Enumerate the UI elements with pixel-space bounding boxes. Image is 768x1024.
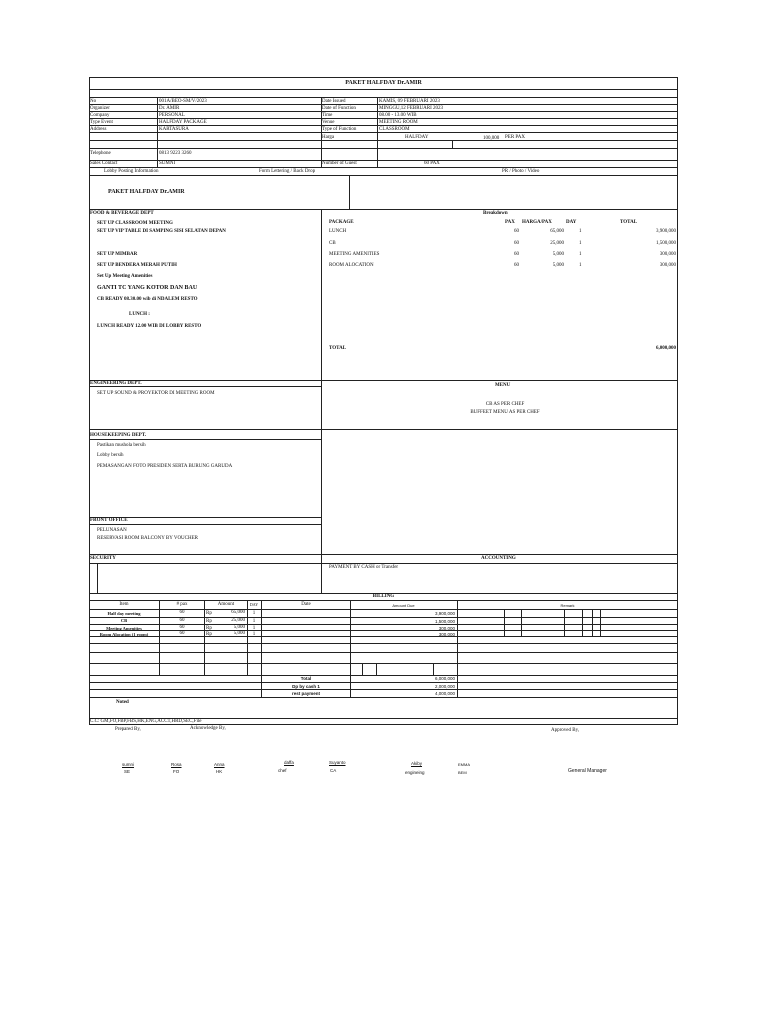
value-type-event: HALFDAY PACKAGE <box>159 120 207 125</box>
billing-day: 1 <box>252 626 256 631</box>
form-lettering-label: Form Lettering / Back Drop <box>259 169 316 174</box>
housekeeping-line: Lobby bersih <box>97 453 124 458</box>
engineering-line: SET UP SOUND & PROYEKTOR DI MEETING ROOM <box>97 391 215 396</box>
billing-rp: Rp <box>206 626 212 631</box>
billing-total-value: 6,000,000 <box>434 676 455 681</box>
breakdown-harga: 5,000 <box>552 263 564 268</box>
label-harga: Harga <box>322 135 335 140</box>
breakdown-pax: 60 <box>514 229 519 234</box>
value-time: 08.00 - 13.00 WIB <box>379 113 417 118</box>
page-title: PAKET HALFDAY Dr.AMIR <box>345 80 422 86</box>
value-harga: HALFDAY <box>405 135 429 140</box>
breakdown-header: Breakdown <box>483 211 508 216</box>
fnb-line: GANTI TC YANG KOTOR DAN BAU <box>97 285 198 291</box>
value-date-function: MINGGU,12 FEBRUARI 2023 <box>379 106 444 111</box>
divider <box>89 439 321 440</box>
signature-name: Anna <box>214 762 225 767</box>
label-type-event: Type Event <box>90 120 113 125</box>
menu-header: MENU <box>495 383 511 388</box>
billing-due: 3,900,000 <box>434 611 455 616</box>
divider <box>89 675 678 676</box>
fnb-line: SET UP VIP TABLE DI SAMPING SISI SELATAN DEPAN <box>97 229 226 234</box>
divider <box>89 554 678 555</box>
breakdown-total: 300,000 <box>659 263 676 268</box>
fnb-line: CB READY 08.30.00 wib di NDALEM RESTO <box>97 297 198 302</box>
divider <box>89 600 678 601</box>
label-telephone: Telephone <box>90 151 111 156</box>
prepared-by: Prepared By, <box>115 727 141 732</box>
breakdown-col-day: DAY <box>566 220 577 225</box>
acknowledge-by: Acknowledge By, <box>190 726 226 731</box>
signature-role: SE <box>124 769 131 774</box>
breakdown-harga: 25,000 <box>550 241 564 246</box>
label-company: Company <box>90 113 110 118</box>
label-address: Address <box>90 127 107 132</box>
divider <box>321 429 322 554</box>
billing-rest-value: 4,000,000 <box>434 691 455 696</box>
divider <box>592 609 593 636</box>
billing-col-amount-due: Amount Due <box>392 603 415 608</box>
billing-due: 300,000 <box>438 626 455 631</box>
breakdown-pax: 60 <box>514 263 519 268</box>
accounting-header: ACCOUNTING <box>481 556 516 561</box>
signature-name: daffa <box>284 760 294 765</box>
security-header: SECURITY <box>90 556 116 561</box>
lobby-posting-label: Lobby Posting Information <box>104 169 159 174</box>
billing-day: 1 <box>252 632 256 637</box>
divider <box>677 209 678 294</box>
divider <box>89 689 678 690</box>
menu-line: BUFFEET MENU AS PER CHEF <box>470 410 540 415</box>
billing-item: Room Alocation (1 room) <box>99 632 149 637</box>
breakdown-day: 1 <box>579 229 582 234</box>
divider <box>89 663 678 664</box>
divider <box>89 524 321 525</box>
signature-role: CA <box>330 768 337 773</box>
breakdown-total: 3,900,000 <box>656 229 676 234</box>
billing-amount: 5,000 <box>233 631 245 636</box>
divider <box>97 563 98 593</box>
signature-name: sumni <box>122 762 135 767</box>
label-organizer: Organizer <box>90 106 110 111</box>
divider <box>349 175 350 209</box>
label-no: No <box>90 99 97 104</box>
divider <box>89 209 678 210</box>
billing-col-date: Date <box>301 602 311 607</box>
breakdown-pax: 60 <box>514 252 519 257</box>
breakdown-harga: 5,000 <box>552 252 564 257</box>
value-venue: MEETING ROOM <box>379 120 418 125</box>
breakdown-package: CB <box>329 241 336 246</box>
divider <box>89 652 678 653</box>
billing-pax: 60 <box>179 610 185 615</box>
billing-rest-label: rest payment <box>291 691 320 696</box>
value-company: PERSONAL <box>159 113 185 118</box>
breakdown-total: 1,500,000 <box>656 241 676 246</box>
front-office-line: PELUNASAN <box>97 528 127 533</box>
divider <box>89 97 678 98</box>
label-sales-contact: Sales Contact <box>90 161 118 166</box>
billing-col-amount: Amount <box>217 602 235 607</box>
harga-unit: PER PAX <box>505 135 525 140</box>
breakdown-day: 1 <box>579 252 582 257</box>
breakdown-total-value: 6,000,000 <box>656 346 676 351</box>
billing-pax: 60 <box>179 618 185 623</box>
divider <box>89 682 678 683</box>
breakdown-col-harga: HARGA/PAX <box>522 220 552 225</box>
label-time: Time <box>322 113 333 118</box>
signature-role: HK <box>216 769 223 774</box>
signature-role: BEM <box>458 770 467 775</box>
approved-by: Approved By, <box>551 728 580 733</box>
label-venue: Venue <box>322 120 335 125</box>
billing-item: Meeting Amenities <box>106 626 142 631</box>
divider <box>261 600 262 697</box>
pr-photo-label: PR / Photo / Video <box>502 169 540 174</box>
fnb-header: FOOD & BEVERAGE DEPT <box>90 211 154 216</box>
menu-line: CB AS PER CHEF <box>485 402 525 407</box>
housekeeping-line: PEMASANGAN FOTO PRESIDEN SERTA BURUNG GARUDA <box>97 464 233 469</box>
divider <box>376 663 377 675</box>
billing-due: 1,500,000 <box>434 619 455 624</box>
divider <box>89 175 678 176</box>
breakdown-col-pax: PAX <box>505 220 515 225</box>
breakdown-package: MEETING AMENITIES <box>329 252 380 257</box>
lobby-title: PAKET HALFDAY Dr.AMIR <box>108 189 185 195</box>
front-office-header: FRONT OFFICE <box>90 518 128 523</box>
harga-amount: 100,000 <box>483 136 500 141</box>
billing-total-label: Total <box>300 676 312 681</box>
fnb-line: LUNCH : <box>129 312 150 317</box>
breakdown-package: LUNCH <box>329 229 347 234</box>
breakdown-pax: 60 <box>514 241 519 246</box>
breakdown-col-package: PACKAGE <box>329 220 354 225</box>
label-type-function: Type of Function <box>322 127 357 132</box>
general-manager: General Manager <box>568 768 607 774</box>
divider <box>89 160 678 161</box>
value-date-issued: KAMIS, 09 FEBRUARI 2023 <box>379 99 440 104</box>
signature-name: Akiby <box>411 761 423 766</box>
divider <box>89 167 678 168</box>
divider <box>89 563 678 564</box>
billing-amount: 25,000 <box>231 618 245 623</box>
billing-item: Half day meeting <box>107 611 141 616</box>
divider <box>457 600 458 697</box>
billing-col-day: DAY <box>249 602 259 607</box>
breakdown-total: 300,000 <box>659 252 676 257</box>
value-type-function: CLASSROOM <box>379 127 410 132</box>
breakdown-day: 1 <box>579 263 582 268</box>
value-guest: 60 PAX <box>424 161 440 166</box>
billing-amount: 65,000 <box>231 610 245 615</box>
divider <box>362 663 363 675</box>
billing-dp-value: 2,000,000 <box>434 684 455 689</box>
divider <box>504 609 505 636</box>
billing-rp: Rp <box>206 632 212 637</box>
breakdown-col-total: TOTAL <box>620 220 638 225</box>
divider <box>89 386 321 387</box>
cc-list: C.C: GM,FO,FBP,FBS,HK,ENG,ACCT,HRD,SEC,File <box>90 719 202 724</box>
divider <box>350 600 351 697</box>
payment-method: PAYMENT BY CASH or Transfer <box>329 565 399 570</box>
signature-role: chef <box>278 768 287 773</box>
value-telephone: 0813 9223 3260 <box>159 151 192 156</box>
billing-rp: Rp <box>206 611 212 616</box>
value-sales-contact: SUMNI <box>159 161 176 166</box>
label-date-function: Date of Function <box>322 106 356 111</box>
billing-header: BILLING <box>372 594 395 599</box>
value-no: 001A/BEO-SM/V/2023 <box>159 99 207 104</box>
billing-day: 1 <box>252 619 256 624</box>
billing-noted: Noted <box>116 700 129 705</box>
billing-pax: 60 <box>179 631 185 636</box>
fnb-line: SET UP CLASSROOM MEETING <box>97 221 173 226</box>
breakdown-total-label: TOTAL <box>329 346 347 351</box>
billing-col-remark: Remark <box>560 603 575 608</box>
billing-amount: 5,000 <box>233 625 245 630</box>
value-address: KARTASURA <box>159 127 189 132</box>
divider <box>321 380 322 429</box>
divider <box>89 140 678 141</box>
value-organizer: Dr. AMIR <box>159 106 180 111</box>
divider <box>452 140 453 148</box>
divider <box>89 429 678 430</box>
signature-role: engineing <box>405 770 425 775</box>
divider <box>564 609 565 636</box>
divider <box>321 554 322 593</box>
signature-name: EMMA <box>458 762 470 767</box>
housekeeping-header: HOUSEKEEPING DEPT. <box>90 433 147 438</box>
engineering-header: ENGINEERING DEPT. <box>90 381 142 386</box>
billing-item: CB <box>120 618 128 623</box>
housekeeping-line: Pastikan mushola bersih <box>97 443 146 448</box>
fnb-line: LUNCH READY 12.00 WIB DI LOBBY RESTO <box>97 324 202 329</box>
billing-day: 1 <box>252 611 256 616</box>
breakdown-day: 1 <box>579 241 582 246</box>
breakdown-harga: 65,000 <box>550 229 564 234</box>
billing-col-item: Item <box>119 602 129 607</box>
divider <box>89 148 678 149</box>
divider <box>89 89 678 90</box>
divider <box>521 609 522 636</box>
front-office-line: RESERVASI ROOM BALCONY BY VOUCHER <box>97 536 199 541</box>
divider <box>89 380 678 381</box>
fnb-line: SET UP BENDERA MERAH PUTIH <box>97 263 177 268</box>
billing-rp: Rp <box>206 619 212 624</box>
divider <box>89 643 678 644</box>
signature-name: Rosa <box>171 762 182 767</box>
divider <box>600 609 601 636</box>
signature-name: Suyanto <box>329 760 346 765</box>
divider <box>433 663 434 675</box>
billing-due: 300,000 <box>438 632 455 637</box>
fnb-line: Set Up Meeting Amenities <box>97 274 153 279</box>
billing-pax: 60 <box>179 625 185 630</box>
divider <box>89 697 678 698</box>
breakdown-package: ROOM ALOCATION <box>329 263 374 268</box>
label-date-issued: Date Issued <box>322 99 346 104</box>
fnb-line: SET UP MIMBAR <box>97 252 138 257</box>
divider <box>582 609 583 636</box>
billing-dp-label: Dp by cash 1 <box>292 684 320 689</box>
billing-col-pax: # pax <box>176 602 188 607</box>
divider <box>321 209 322 380</box>
signature-role: FO <box>173 769 180 774</box>
divider <box>204 600 205 675</box>
label-guest: Number of Guest <box>322 161 357 166</box>
